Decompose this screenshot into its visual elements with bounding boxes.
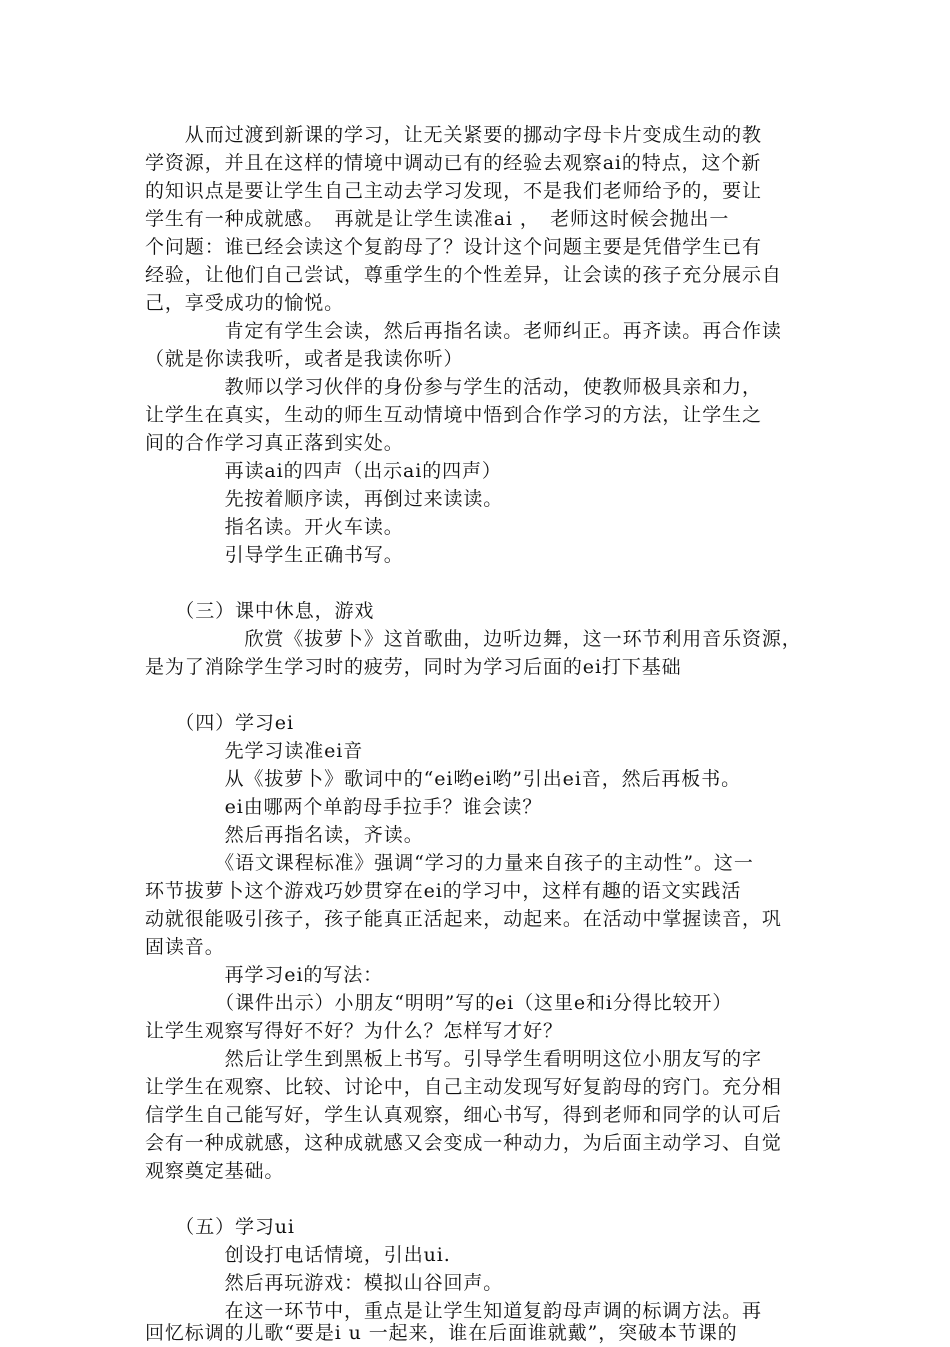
text-line: 个问题：谁已经会读这个复韵母了？设计这个问题主要是凭借学生已有 (145, 236, 762, 258)
text-line: 的知识点是要让学生自己主动去学习发现，不是我们老师给予的，要让 (145, 180, 762, 202)
text-line: 学生有一种成就感。 再就是让学生读准ai ， 老师这时候会抛出一 (145, 208, 730, 230)
text-line: 然后让学生到黑板上书写。引导学生看明明这位小朋友写的字 (145, 1048, 762, 1070)
text-line: 观察奠定基础。 (145, 1160, 285, 1182)
text-line: 教师以学习伙伴的身份参与学生的活动，使教师极具亲和力， (145, 376, 762, 398)
section-heading: （三）课中休息，游戏 (145, 600, 375, 622)
text-line: 让学生在真实，生动的师生互动情境中悟到合作学习的方法，让学生之 (145, 404, 762, 426)
text-line: 然后再玩游戏：模拟山谷回声。 (145, 1272, 504, 1294)
text-line: 再学习ei的写法： (145, 964, 384, 986)
text-line: ei由哪两个单韵母手拉手？谁会读？ (145, 796, 543, 818)
section-heading: （四）学习ei (145, 712, 294, 734)
text-line: 间的合作学习真正落到实处。 (145, 432, 404, 454)
text-line: 是为了消除学生学习时的疲劳，同时为学习后面的ei打下基础 (145, 656, 682, 678)
text-line: 固读音。 (145, 936, 225, 958)
text-line: 《语文课程标准》强调“学习的力量来自孩子的主动性”。这一 (145, 852, 754, 874)
text-line: 学资源，并且在这样的情境中调动已有的经验去观察ai的特点，这个新 (145, 152, 762, 174)
text-line: 动就很能吸引孩子，孩子能真正活起来，动起来。在活动中掌握读音，巩 (145, 908, 782, 930)
text-line: 在这一环节中，重点是让学生知道复韵母声调的标调方法。再 (145, 1300, 762, 1322)
text-line: （就是你读我听，或者是我读你听） (145, 348, 464, 370)
text-line: 先学习读准ei音 (145, 740, 364, 762)
text-line: （课件出示）小朋友“明明”写的ei（这里e和i分得比较开） (145, 992, 733, 1014)
text-line: 从而过渡到新课的学习，让无关紧要的挪动字母卡片变成生动的教 (145, 124, 762, 146)
text-line: 肯定有学生会读，然后再指名读。老师纠正。再齐读。再合作读 (145, 320, 782, 342)
text-line: 然后再指名读，齐读。 (145, 824, 424, 846)
text-line: 信学生自己能写好，学生认真观察，细心书写，得到老师和同学的认可后 (145, 1104, 782, 1126)
text-line: 创设打电话情境，引出ui. (145, 1244, 451, 1266)
section-heading: （五）学习ui (145, 1216, 295, 1238)
text-line: 引导学生正确书写。 (145, 544, 404, 566)
text-line: 指名读。开火车读。 (145, 516, 404, 538)
text-line: 让学生观察写得好不好？为什么？怎样写才好？ (145, 1020, 563, 1042)
text-line: 己，享受成功的愉悦。 (145, 292, 345, 314)
text-line: 会有一种成就感，这种成就感又会变成一种动力，为后面主动学习、自觉 (145, 1132, 782, 1154)
text-line: 从《拔萝卜》歌词中的“ei哟ei哟”引出ei音，然后再板书。 (145, 768, 741, 790)
text-line: 先按着顺序读，再倒过来读读。 (145, 488, 504, 510)
text-line: 经验，让他们自己尝试，尊重学生的个性差异，让会读的孩子充分展示自 (145, 264, 782, 286)
text-line: 欣赏《拔萝卜》这首歌曲，边听边舞，这一环节利用音乐资源， (145, 628, 802, 650)
text-line: 回忆标调的儿歌“要是i u 一起来，谁在后面谁就戴”，突破本节课的 (145, 1322, 738, 1344)
text-line: 再读ai的四声（出示ai的四声） (145, 460, 502, 482)
text-line: 让学生在观察、比较、讨论中，自己主动发现写好复韵母的窍门。充分相 (145, 1076, 782, 1098)
text-line: 环节拔萝卜这个游戏巧妙贯穿在ei的学习中，这样有趣的语文实践活 (145, 880, 742, 902)
